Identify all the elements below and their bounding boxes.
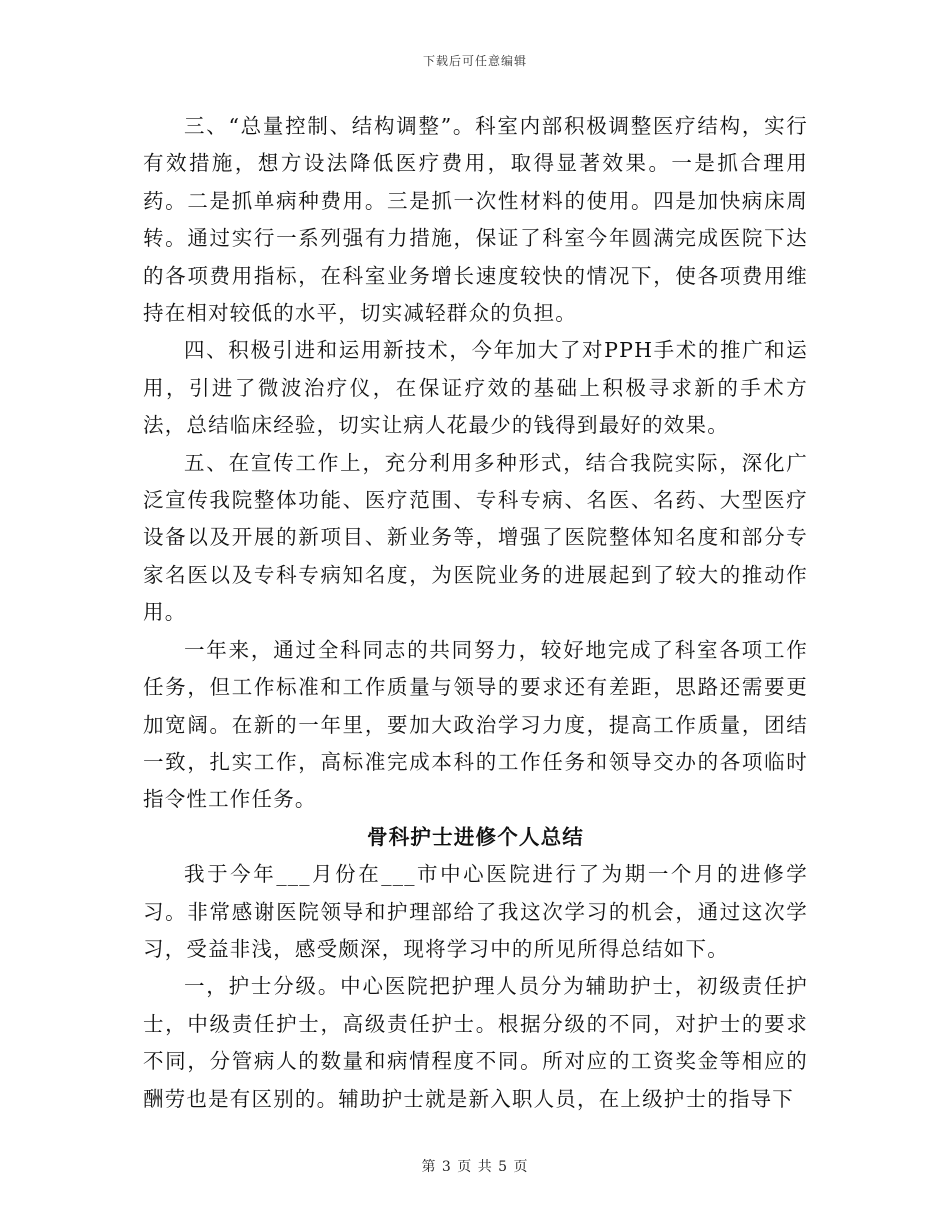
paragraph-total-control: 三、“总量控制、结构调整”。科室内部积极调整医疗结构，实行有效措施，想方设法降低医疗费用，取得显著效果。一是抓合理用药。二是抓单病种费用。三是抓一次性材料的使用。四是加快病床周转。通过实行一系列强有力措施，保证了科室今年圆满完成医院下达的各项费用指标，在科室业务增长速度较快的情况下，使各项费用维持在相对较低的水平，切实减轻群众的负担。 [143,114,808,326]
paragraph-publicity: 五、在宣传工作上，充分利用多种形式，结合我院实际，深化广泛宣传我院整体功能、医疗范围、专科专病、名医、名药、大型医疗设备以及开展的新项目、新业务等，增强了医院整体知名度和部分专家名医以及专科专病知名度，为医院业务的进展起到了较大的推动作用。 [143,450,808,625]
paragraph-new-technology: 四、积极引进和运用新技术，今年加大了对PPH手术的推广和运用，引进了微波治疗仪，在保证疗效的基础上积极寻求新的手术方法，总结临床经验，切实让病人花最少的钱得到最好的效果。 [143,338,808,438]
page-header: 下载后可任意编辑 [422,54,527,68]
paragraph-nurse-grading: 一，护士分级。中心医院把护理人员分为辅助护士，初级责任护士，中级责任护士，高级责任护士。根据分级的不同，对护士的要求不同，分管病人的数量和病情程度不同。所对应的工资奖金等相应的酬劳也是有区别的。辅助护士就是新入职人员，在上级护士的指导下 [143,974,808,1111]
document-body [143,108,808,1118]
paragraph-intro: 我于今年___月份在___市中心医院进行了为期一个月的进修学习。非常感谢医院领导和护理部给了我这次学习的机会，通过这次学习，受益非浅，感受颇深，现将学习中的所见所得总结如下。 [143,862,808,961]
page-footer: 第 3 页 共 5 页 [421,1159,529,1175]
paragraph-year-summary: 一年来，通过全科同志的共同努力，较好地完成了科室各项工作任务，但工作标准和工作质量与领导的要求还有差距，思路还需要更加宽阔。在新的一年里，要加大政治学习力度，提高工作质量，团结一致，扎实工作，高标准完成本科的工作任务和领导交办的各项临时指令性工作任务。 [143,637,808,812]
section-title: 骨科护士进修个人总结 [367,824,584,849]
